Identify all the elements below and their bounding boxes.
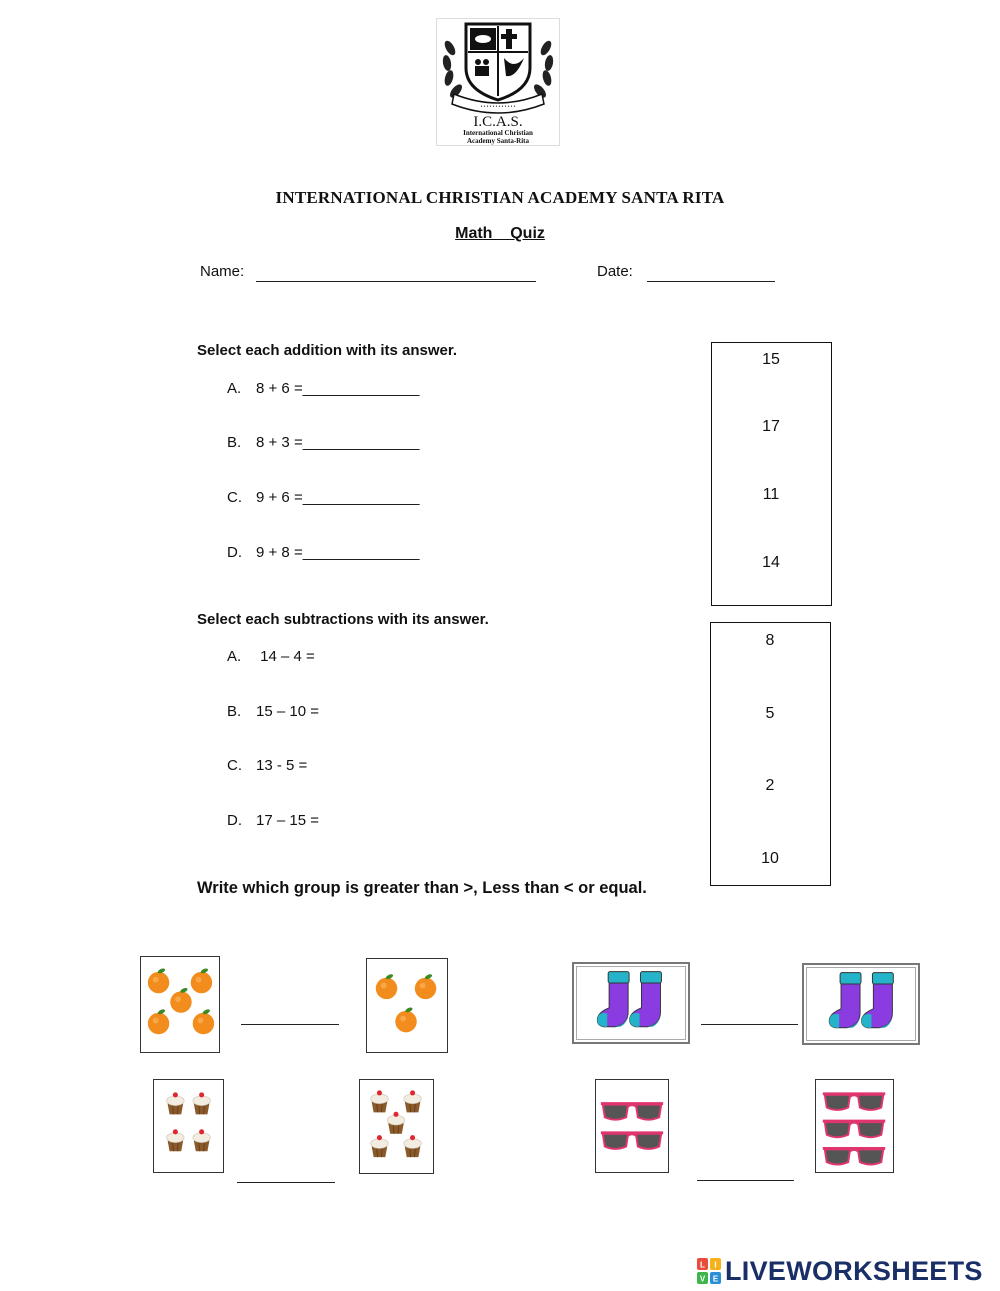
sunglasses-icon [601,1133,663,1149]
liveworksheets-brand: LIVEWORKSHEETS [725,1255,983,1286]
addition-question[interactable]: 9 + 8 =______________ [256,544,420,561]
sock-icon [862,973,894,1028]
school-name: INTERNATIONAL CHRISTIAN ACADEMY SANTA RITA [275,188,725,207]
sunglasses-icon [823,1094,885,1110]
orange-icon [193,1008,214,1034]
subtraction-question[interactable]: 13 - 5 = [256,757,308,774]
badge-letter: V [699,1274,706,1284]
subtraction-answer[interactable]: 8 [765,632,775,649]
orange-icon [395,1006,416,1032]
addition-letter: C. [227,489,242,506]
cupcakes-left-picture [153,1079,224,1173]
subtraction-question[interactable]: 15 – 10 = [256,703,319,720]
cupcake-icon [167,1129,184,1151]
sock-icon [630,972,662,1027]
date-label: Date: [597,263,633,280]
liveworksheets-badge-icon [697,1258,721,1284]
cupcake-icon [371,1090,389,1112]
cupcake-icon [193,1092,210,1114]
svg-text:• • • • • • • • • • • •: • • • • • • • • • • • • [480,105,516,110]
cupcake-icon [404,1090,422,1112]
subtraction-letter: C. [227,757,242,774]
comparison-heading: Write which group is greater than >, Less than < or equal. [197,879,647,897]
addition-letter: A. [227,380,242,397]
oranges-left-picture [140,956,220,1053]
school-logo [436,18,560,146]
orange-icon [415,973,436,999]
addition-question[interactable]: 8 + 6 =______________ [256,380,420,397]
socks-left-picture [572,962,690,1044]
socks-right-picture [802,963,920,1045]
quiz-title-text: Math Quiz [455,225,545,242]
addition-letter: D. [227,544,242,561]
subtraction-heading: Select each subtractions with its answer. [197,611,489,628]
subtraction-letter: A. [227,648,242,665]
badge-letter: E [712,1274,719,1284]
subtraction-letter: D. [227,812,242,829]
cupcake-icon [193,1129,210,1151]
sock-icon [597,972,629,1027]
badge-letter: L [700,1260,705,1270]
sunglasses-left-picture [595,1079,669,1173]
sock-icon [829,973,861,1028]
sunglasses-icon [823,1121,885,1137]
subtraction-question[interactable]: 17 – 15 = [256,812,319,829]
sunglasses-icon [823,1148,885,1164]
orange-icon [170,987,191,1013]
cupcakes-compare-blank[interactable] [237,1182,335,1183]
name-field[interactable] [256,281,536,282]
name-label: Name: [200,263,245,280]
subtraction-question[interactable]: 14 – 4 = [256,648,315,665]
sunglasses-right-picture [815,1079,894,1173]
logo-subtitle-line1: International Christian [463,129,533,137]
addition-letter: B. [227,434,242,451]
subtraction-letter: B. [227,703,242,720]
oranges-right-picture [366,958,448,1053]
cupcakes-right-picture [359,1079,434,1174]
sunglasses-icon [601,1104,663,1120]
orange-icon [148,967,169,993]
cupcake-icon [387,1112,405,1134]
addition-answer[interactable]: 15 [762,351,780,368]
liveworksheets-logo [697,1255,983,1287]
logo-subtitle-line2: Academy Santa-Rita [466,137,530,145]
badge-letter: I [714,1260,717,1270]
subtraction-answer-box [710,622,831,886]
addition-question[interactable]: 9 + 6 =______________ [256,489,420,506]
cupcake-icon [371,1135,389,1157]
orange-icon [376,973,397,999]
cupcake-icon [404,1135,422,1157]
orange-icon [148,1008,169,1034]
cupcake-icon [167,1092,184,1114]
addition-heading: Select each addition with its answer. [197,342,458,359]
oranges-compare-blank[interactable] [241,1024,339,1025]
date-field[interactable] [647,281,775,282]
orange-icon [191,967,212,993]
addition-answer[interactable]: 11 [762,486,780,503]
sunglasses-compare-blank[interactable] [697,1180,794,1181]
subtraction-answer[interactable]: 10 [761,850,779,867]
addition-question[interactable]: 8 + 3 =______________ [256,434,420,451]
logo-acronym: I.C.A.S. [473,114,523,130]
addition-answer[interactable]: 17 [762,418,780,435]
socks-compare-blank[interactable] [701,1024,798,1025]
subtraction-answer[interactable]: 5 [765,705,775,722]
addition-answer[interactable]: 14 [762,554,780,571]
subtraction-answer[interactable]: 2 [765,777,775,794]
quiz-title [0,225,1000,243]
